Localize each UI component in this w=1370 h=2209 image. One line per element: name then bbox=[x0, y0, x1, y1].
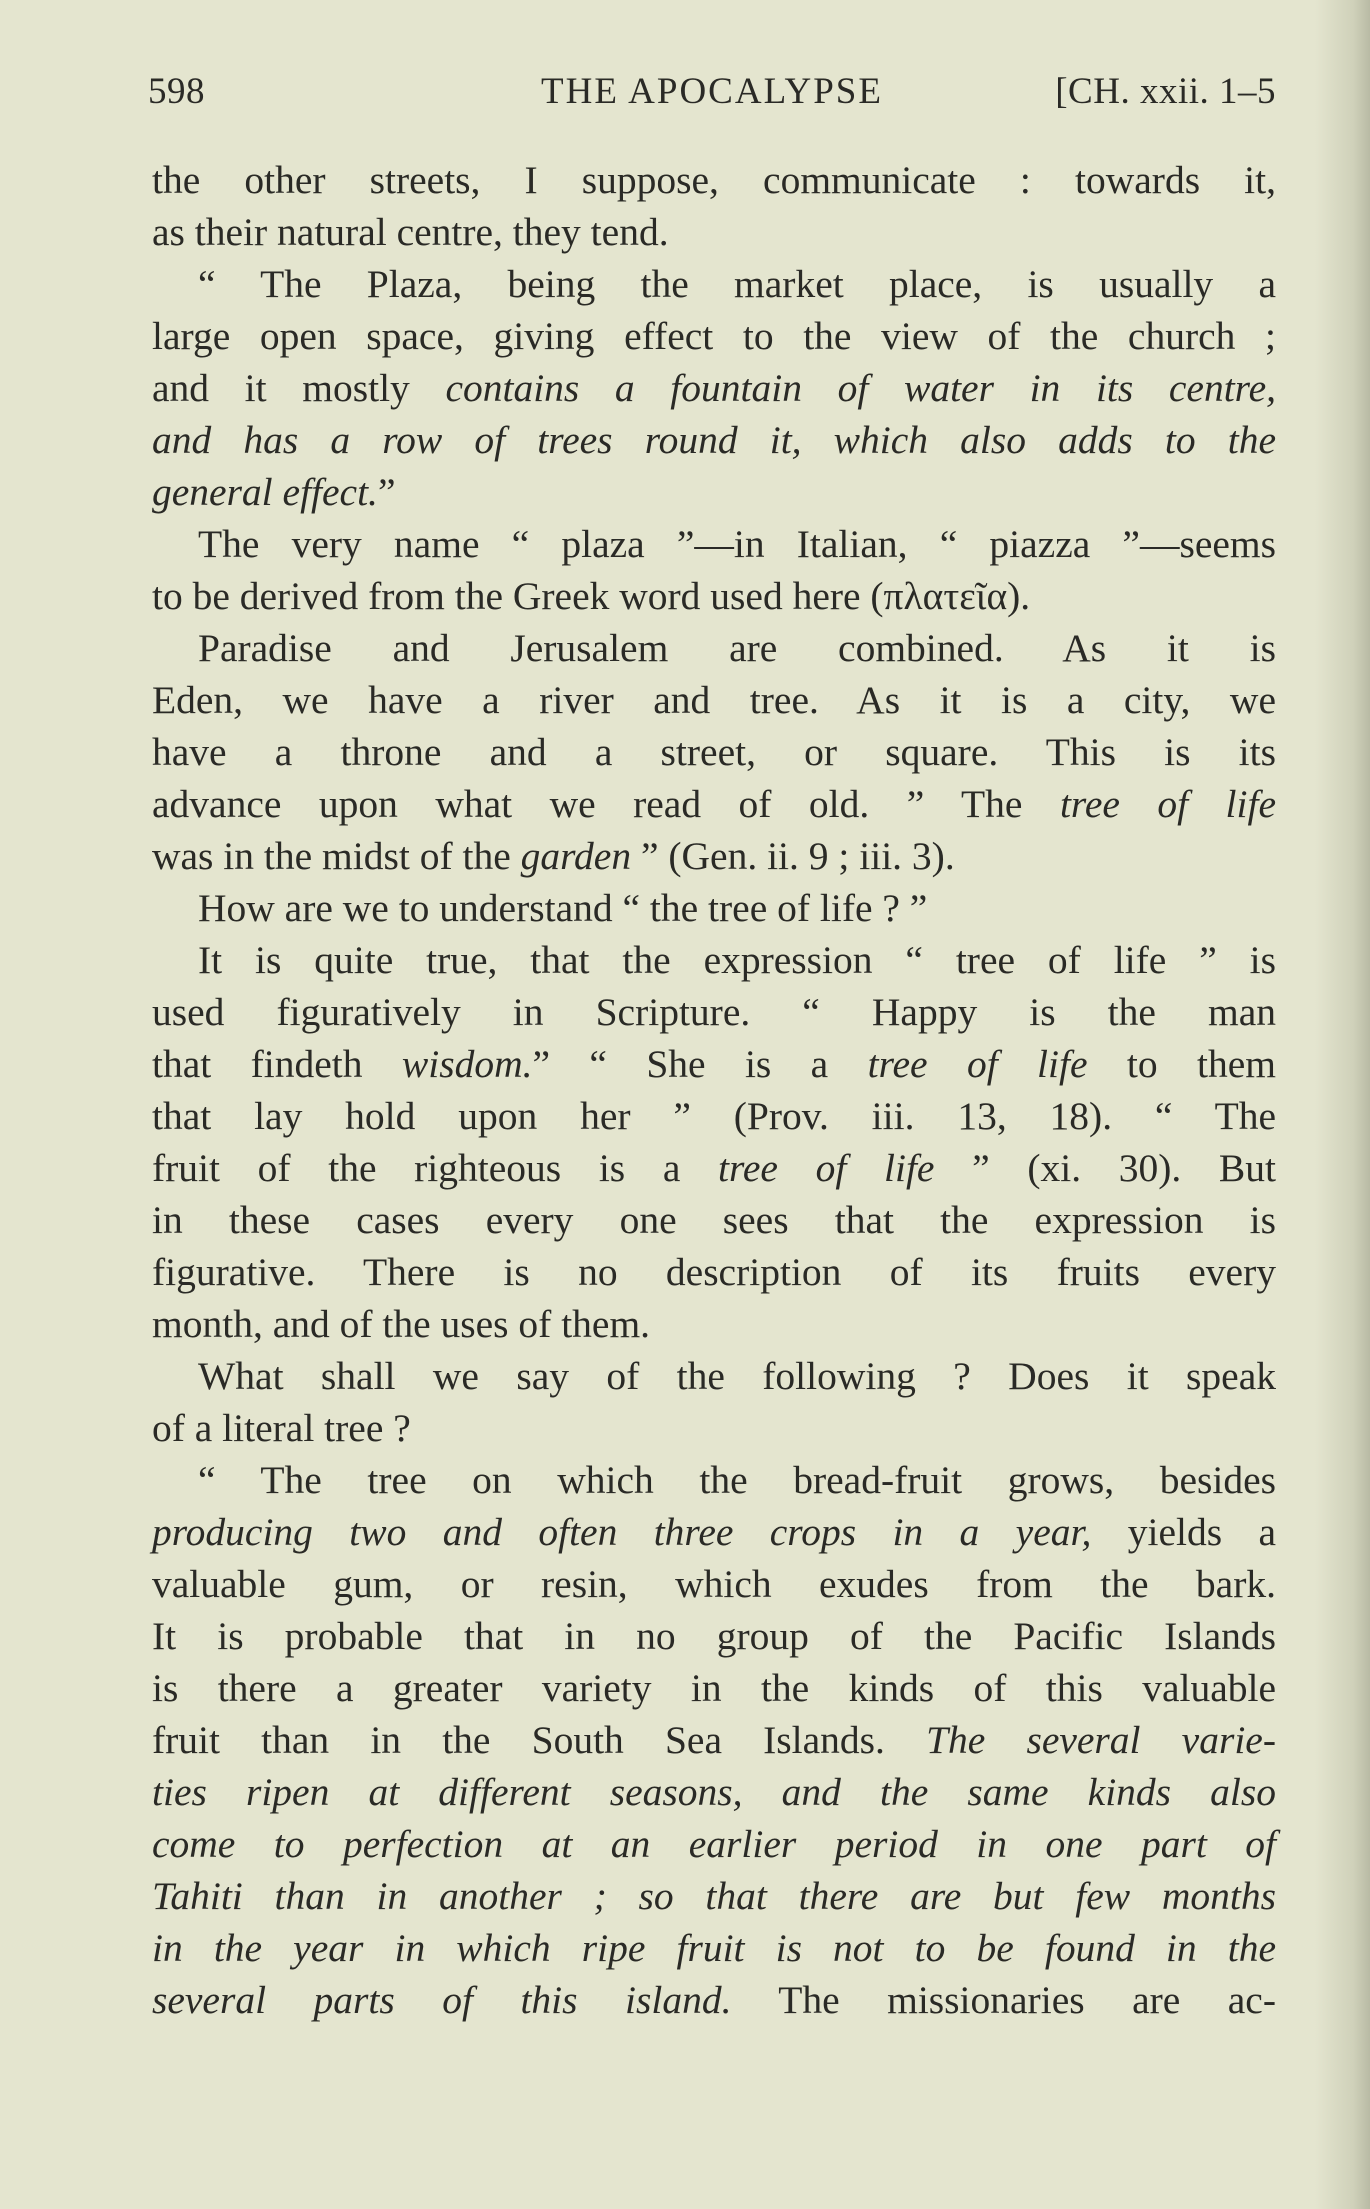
text-run: the other streets, I suppose, communicate : towards it, bbox=[152, 158, 1276, 202]
text-line bbox=[152, 1402, 1276, 1454]
text-line bbox=[152, 154, 1276, 206]
text-line bbox=[152, 362, 1276, 414]
text-line bbox=[152, 258, 1276, 310]
text-line bbox=[152, 570, 1276, 622]
text-run: have a throne and a street, or square. This is its bbox=[152, 730, 1276, 774]
text-line bbox=[152, 622, 1276, 674]
text-line bbox=[152, 1818, 1276, 1870]
text-line bbox=[152, 1870, 1276, 1922]
text-line bbox=[152, 830, 1276, 882]
text-run: to be derived from the Greek word used here (πλατεῖα). bbox=[152, 574, 1031, 618]
text-line bbox=[152, 1194, 1276, 1246]
italic-text: tree of life bbox=[1059, 782, 1277, 826]
text-run: valuable gum, or resin, which exudes from the bark. bbox=[152, 1562, 1276, 1606]
text-run: large open space, giving effect to the view of the church ; bbox=[152, 314, 1276, 358]
italic-text: The several varie- bbox=[926, 1718, 1276, 1762]
italic-text: several parts of this island. bbox=[152, 1978, 732, 2022]
text-run: ” bbox=[377, 470, 396, 514]
text-line bbox=[152, 1454, 1276, 1506]
italic-text: garden bbox=[520, 834, 632, 878]
text-line bbox=[152, 1922, 1276, 1974]
text-run: figurative. There is no description of its fruits every bbox=[152, 1250, 1276, 1294]
italic-text: tree of life bbox=[718, 1146, 935, 1190]
text-run: “ The Plaza, being the market place, is usually a bbox=[198, 262, 1276, 306]
text-run: in these cases every one sees that the expression is bbox=[152, 1198, 1276, 1242]
text-line bbox=[152, 1714, 1276, 1766]
body-text bbox=[152, 154, 1276, 2026]
italic-text: tree of life bbox=[867, 1042, 1088, 1086]
text-run: It is quite true, that the expression “ tree of life ” is bbox=[198, 938, 1276, 982]
text-line bbox=[152, 1246, 1276, 1298]
text-line bbox=[152, 1090, 1276, 1142]
page-edge-shadow bbox=[1315, 0, 1370, 2209]
text-line bbox=[152, 726, 1276, 778]
italic-text: wisdom. bbox=[401, 1042, 533, 1086]
italic-text: general effect. bbox=[152, 470, 378, 514]
text-run: ” (xi. 30). But bbox=[934, 1146, 1276, 1190]
text-run: It is probable that in no group of the Pacific Islands bbox=[152, 1614, 1276, 1658]
text-run: ” “ She is a bbox=[532, 1042, 868, 1086]
text-run: month, and of the uses of them. bbox=[152, 1302, 651, 1346]
text-run: ” (Gen. ii. 9 ; iii. 3). bbox=[631, 834, 955, 878]
text-line bbox=[152, 1974, 1276, 2026]
text-line bbox=[152, 518, 1276, 570]
text-run: advance upon what we read of old. ” The bbox=[152, 782, 1060, 826]
text-line bbox=[152, 466, 1276, 518]
text-run: How are we to understand “ the tree of life ? ” bbox=[198, 886, 928, 930]
text-line bbox=[152, 674, 1276, 726]
italic-text: and has a row of trees round it, which also adds to the bbox=[152, 418, 1276, 462]
running-header bbox=[148, 70, 1276, 118]
italic-text: producing two and often three crops in a year, bbox=[152, 1510, 1092, 1554]
text-line bbox=[152, 1558, 1276, 1610]
text-line bbox=[152, 310, 1276, 362]
text-run: fruit of the righteous is a bbox=[152, 1146, 719, 1190]
text-line bbox=[152, 778, 1276, 830]
text-line bbox=[152, 1766, 1276, 1818]
text-run: Eden, we have a river and tree. As it is a city, we bbox=[152, 678, 1276, 722]
text-run: used figuratively in Scripture. “ Happy is the man bbox=[152, 990, 1276, 1034]
italic-text: contains a fountain of water in its centre, bbox=[445, 366, 1276, 410]
text-run: What shall we say of the following ? Does it speak bbox=[198, 1354, 1276, 1398]
running-title: THE APOCALYPSE bbox=[541, 71, 883, 112]
text-run: fruit than in the South Sea Islands. bbox=[152, 1718, 927, 1762]
italic-text: come to perfection at an earlier period in one part of bbox=[152, 1822, 1276, 1866]
chapter-reference: [CH. xxii. 1–5 bbox=[1055, 71, 1276, 112]
italic-text: in the year in which ripe fruit is not to be found in the bbox=[152, 1926, 1276, 1970]
text-run: and it mostly bbox=[152, 366, 446, 410]
text-run: was in the midst of the bbox=[152, 834, 521, 878]
text-line bbox=[152, 986, 1276, 1038]
text-run: that lay hold upon her ” (Prov. iii. 13, 18). “ The bbox=[152, 1094, 1276, 1138]
text-line bbox=[152, 882, 1276, 934]
text-run: of a literal tree ? bbox=[152, 1406, 411, 1450]
text-run: is there a greater variety in the kinds of this valuable bbox=[152, 1666, 1276, 1710]
italic-text: ties ripen at different seasons, and the same kinds also bbox=[152, 1770, 1276, 1814]
text-line bbox=[152, 1350, 1276, 1402]
text-run: yields a bbox=[1091, 1510, 1277, 1554]
text-line bbox=[152, 1038, 1276, 1090]
text-line bbox=[152, 206, 1276, 258]
text-run: The very name “ plaza ”—in Italian, “ piazza ”—seems bbox=[198, 522, 1276, 566]
text-run: that findeth bbox=[152, 1042, 402, 1086]
text-line bbox=[152, 1142, 1276, 1194]
text-run: as their natural centre, they tend. bbox=[152, 210, 669, 254]
text-line bbox=[152, 934, 1276, 986]
text-run: “ The tree on which the bread-fruit grows, besides bbox=[198, 1458, 1276, 1502]
text-run: Paradise and Jerusalem are combined. As it is bbox=[198, 626, 1276, 670]
text-line bbox=[152, 414, 1276, 466]
text-line bbox=[152, 1610, 1276, 1662]
text-line bbox=[152, 1298, 1276, 1350]
text-line bbox=[152, 1506, 1276, 1558]
page-number: 598 bbox=[148, 71, 205, 112]
text-line bbox=[152, 1662, 1276, 1714]
text-run: to them bbox=[1087, 1042, 1276, 1086]
italic-text: Tahiti than in another ; so that there are but few months bbox=[152, 1874, 1276, 1918]
text-run: The missionaries are ac- bbox=[731, 1978, 1276, 2022]
